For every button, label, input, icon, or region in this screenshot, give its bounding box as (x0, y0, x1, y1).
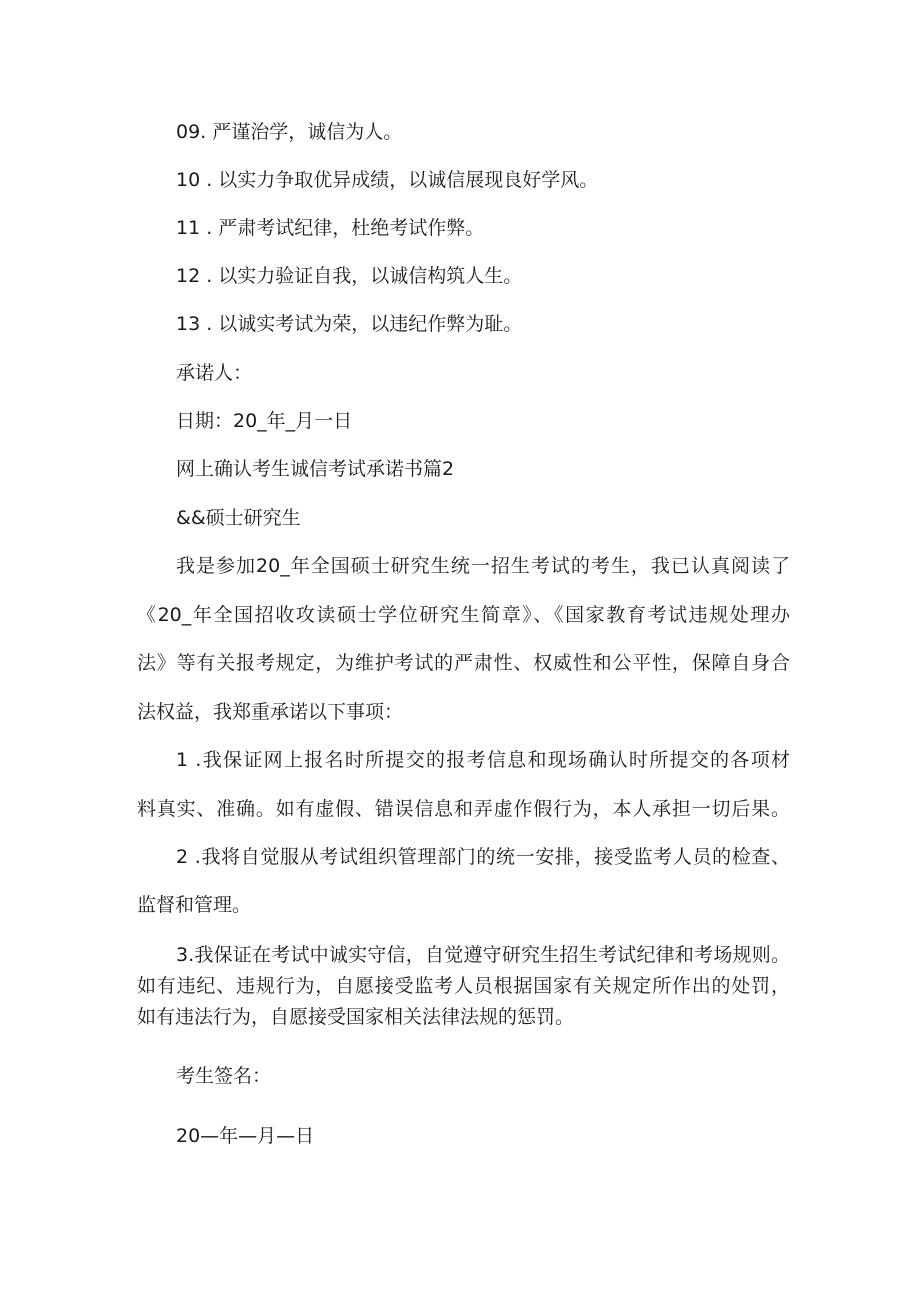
promisor-label: 承诺人： (176, 362, 253, 384)
pledge-3-line: 如有违法行为，自愿接受国家相关法律法规的惩罚。 (137, 1006, 575, 1028)
pledge-item: 13 . 以诚实考试为荣，以违纪作弊为耻。 (176, 313, 523, 335)
pledge-3-line: 3.我保证在考试中诚实守信，自觉遵守研究生招生考试纪律和考场规则。 (176, 944, 790, 966)
pledge-item: 12 . 以实力验证自我，以诚信构筑人生。 (176, 265, 523, 287)
intro-line: 法》等有关报考规定，为维护考试的严肃性、权威性和公平性，保障自身合 (137, 652, 790, 674)
intro-line: 《20_年全国招收攻读硕士学位研究生简章》、《国家教育考试违规处理办 (137, 604, 790, 626)
pledge-2-line: 监督和管理。 (137, 894, 252, 916)
pledge-1-line: 1 .我保证网上报名时所提交的报考信息和现场确认时所提交的各项材 (176, 749, 790, 771)
pledge-item: 11 . 严肃考试纪律，杜绝考试作弊。 (176, 217, 485, 239)
pledge-3-line: 如有违纪、违规行为，自愿接受监考人员根据国家有关规定所作出的处罚， (137, 975, 790, 997)
signature-label: 考生签名： (176, 1065, 272, 1087)
section-title: 网上确认考生诚信考试承诺书篇2 (176, 458, 455, 480)
category-line: &&硕士研究生 (176, 507, 301, 529)
signature-date: 20—年—月—日 (176, 1125, 315, 1147)
pledge-2-line: 2 .我将自觉服从考试组织管理部门的统一安排，接受监考人员的检查、 (176, 846, 790, 868)
pledge-item: 09. 严谨治学，诚信为人。 (176, 121, 403, 143)
pledge-1-line: 料真实、准确。如有虚假、错误信息和弄虚作假行为，本人承担一切后果。 (137, 798, 790, 820)
pledge-item: 10 . 以实力争取优异成绩，以诚信展现良好学风。 (176, 169, 599, 191)
intro-line: 我是参加20_年全国硕士研究生统一招生考试的考生，我已认真阅读了 (176, 555, 790, 577)
pledge-3-paragraph (137, 940, 790, 1033)
date-line: 日期：20_年_月一日 (176, 410, 353, 432)
intro-line: 法权益，我郑重承诺以下事项： (137, 701, 404, 723)
